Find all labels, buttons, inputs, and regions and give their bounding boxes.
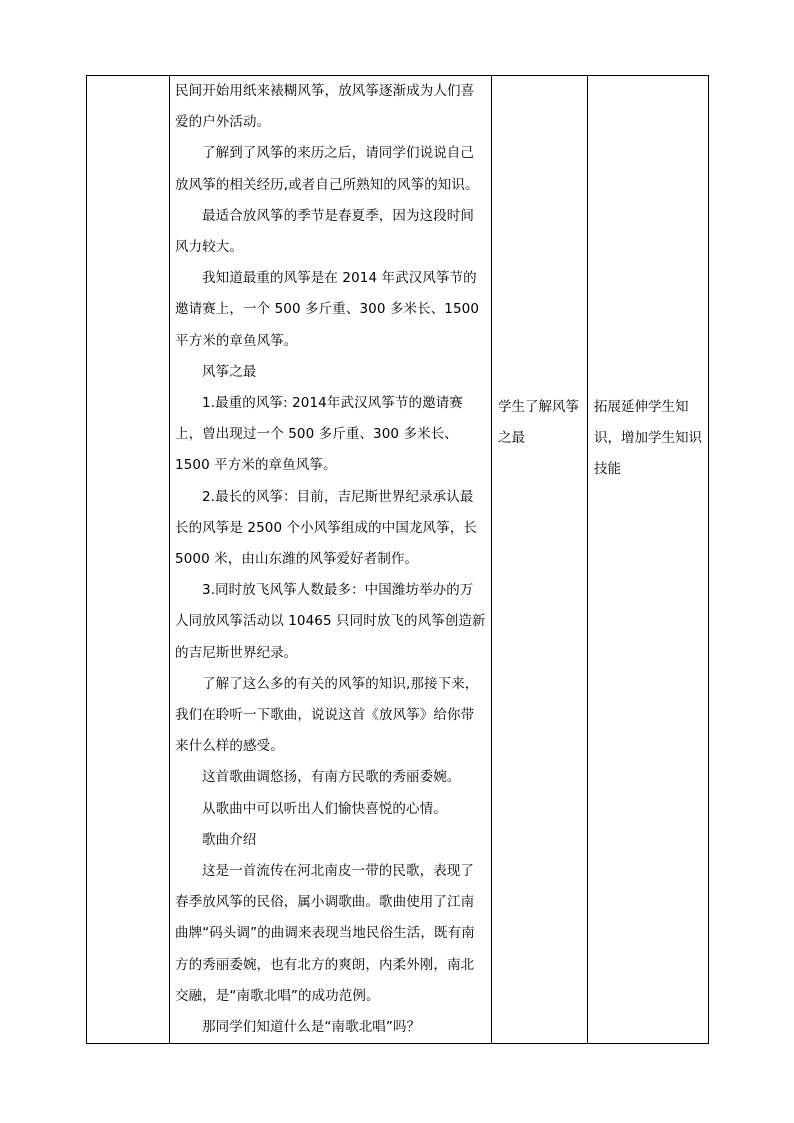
list-item: 2.最长的风筝：目前，吉尼斯世界纪录承认最长的风筝是 2500 个小风筝组成的中国龙风筝，长 5000 米，由山东潍的风筝爱好者制作。: [175, 488, 477, 568]
list-item: 1.最重的风筝: 2014年武汉风筝节的邀请赛上，曾出现过一个 500 多斤重、300 多米长、1500 平方米的章鱼风筝。: [175, 395, 463, 474]
section-heading: 歌曲介绍: [202, 831, 257, 848]
paragraph: 最适合放风筝的季节是春夏季，因为这段时间风力较大。: [175, 207, 474, 256]
stage-cell: [87, 76, 170, 1044]
paragraph: 这是一首流传在河北南皮一带的民歌，表现了春季放风筝的民俗，属小调歌曲。歌曲使用了江南曲牌“码头调”的曲调来表现当地民俗生活，既有南方的秀丽委婉，也有北方的爽朗，内柔外刚，南北交融，是“南歌北唱”的成功范例。: [175, 863, 475, 1004]
paragraph: 这首歌曲调悠扬，有南方民歌的秀丽委婉。: [202, 769, 461, 786]
table-row: [87, 76, 709, 1044]
paragraph: 我知道最重的风筝是在 2014 年武汉风筝节的邀请赛上，一个 500 多斤重、300 多米长、1500 平方米的章鱼风筝。: [175, 270, 480, 349]
student-activity-text: 学生了解风筝之最: [498, 399, 579, 447]
paragraph: 了解到了风筝的来历之后，请同学们说说自己放风筝的相关经历,或者自己所熟知的风筝的知识。: [175, 145, 479, 193]
teaching-process-cell: [170, 76, 492, 1044]
lesson-plan-table: [86, 75, 709, 1044]
paragraph: 从歌曲中可以听出人们愉快喜悦的心情。: [202, 800, 447, 817]
design-intent-text: 拓展延伸学生知识，增加学生知识技能: [594, 399, 702, 478]
paragraph: 民间开始用纸来裱糊风筝，放风筝逐渐成为人们喜爱的户外活动。: [175, 83, 475, 131]
design-intent-cell: [588, 76, 709, 1044]
paragraph: 那同学们知道什么是“南歌北唱”吗？: [202, 1019, 421, 1036]
list-item: 3.同时放飞风筝人数最多：中国潍坊举办的万人同放风筝活动以 10465 只同时放飞的风筝创造新的吉尼斯世界纪录。: [175, 582, 486, 661]
section-heading: 风筝之最: [202, 363, 257, 380]
paragraph: 了解了这么多的有关的风筝的知识,那接下来，我们在聆听一下歌曲，说说这首《放风筝》给你带来什么样的感受。: [175, 675, 479, 755]
student-activity-cell: [492, 76, 588, 1044]
